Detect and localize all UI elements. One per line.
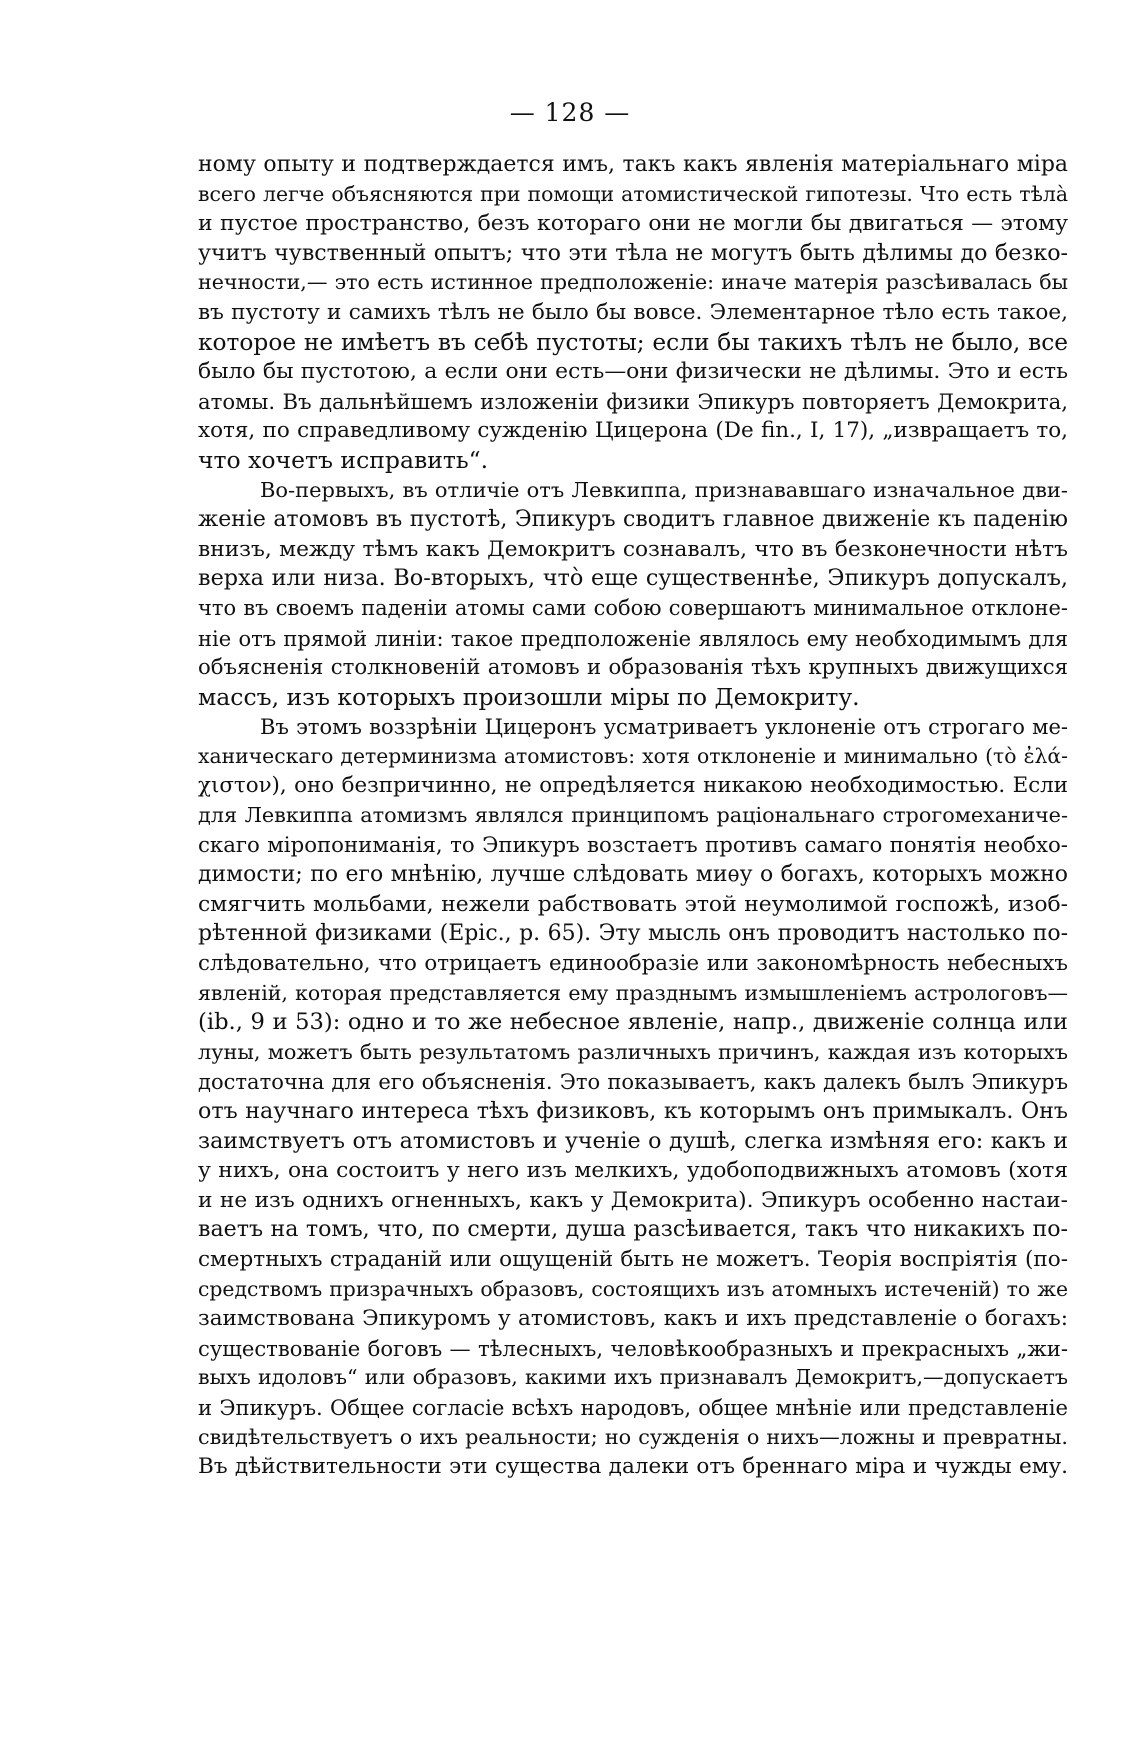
text-line: въ пустоту и самихъ тѣлъ не было бы вовсе. Элементарное тѣло есть такое,	[198, 299, 1068, 325]
text-line: верха или низа. Во-вторыхъ, что̀ еще существеннѣе, Эпикуръ допускалъ,	[198, 565, 1068, 592]
text-line: свидѣтельствуетъ о ихъ реальности; но сужденія о нихъ—ложны и превратны.	[198, 1424, 1068, 1449]
paragraph-start-line: Во-первыхъ, въ отличіе отъ Левкиппа, признававшаго изначальное дви-	[260, 477, 1068, 502]
text-line: скаго міропониманія, то Эпикуръ возстаетъ противъ самаго понятія необхо-	[198, 832, 1068, 858]
text-line: у нихъ, она состоитъ у него изъ мелкихъ, удобоподвижныхъ атомовъ (хотя	[198, 1158, 1068, 1184]
text-line: средствомъ призрачныхъ образовъ, состоящихъ изъ атомныхъ истеченій) то же	[198, 1276, 1068, 1301]
text-line: существованіе боговъ — тѣлесныхъ, человѣкообразныхъ и прекрасныхъ „жи-	[198, 1335, 1068, 1361]
text-line: было бы пустотою, а если они есть—они физически не дѣлимы. Это и есть	[198, 359, 1068, 385]
text-line: отъ научнаго интереса тѣхъ физиковъ, къ которымъ онъ примыкалъ. Онъ	[198, 1098, 1068, 1124]
text-line: заимствуетъ отъ атомистовъ и ученіе о душѣ, слегка измѣняя его: какъ и	[198, 1127, 1068, 1154]
text-line: смягчить мольбами, нежели рабствовать этой неумолимой госпожѣ, изоб-	[198, 891, 1068, 917]
text-line: χιστον), оно безпричинно, не опредѣляется никакою необходимостью. Если	[198, 773, 1068, 799]
text-line: женіе атомовъ въ пустотѣ, Эпикуръ сводитъ главное движеніе къ паденію	[198, 507, 1068, 533]
text-line: достаточна для его объясненія. Это показываетъ, какъ далекъ былъ Эпикуръ	[198, 1069, 1068, 1095]
text-line: заимствована Эпикуромъ у атомистовъ, какъ и ихъ представленіе о богахъ:	[198, 1306, 1068, 1332]
text-line: слѣдовательно, что отрицаетъ единообразіе или закономѣрность небесныхъ	[198, 951, 1068, 977]
text-line: Въ дѣйствительности эти существа далеки отъ бреннаго міра и чужды ему.	[198, 1454, 1068, 1480]
text-line: выхъ идоловъ“ или образовъ, какими ихъ признавалъ Демокритъ,—допускаетъ	[198, 1365, 1068, 1390]
text-line: смертныхъ страданій или ощущеній быть не можетъ. Теорія воспріятія (по-	[198, 1246, 1068, 1272]
text-line: внизъ, между тѣмъ какъ Демокритъ сознавалъ, что въ безконечности нѣтъ	[198, 536, 1068, 562]
text-line: атомы. Въ дальнѣйшемъ изложеніи физики Эпикуръ повторяетъ Демокрита,	[198, 388, 1068, 414]
text-line: рѣтенной физиками (Epic., p. 65). Эту мысль онъ проводитъ настолько по-	[198, 921, 1068, 947]
text-line: для Левкиппа атомизмъ являлся принципомъ раціональнаго строгомеханиче-	[198, 803, 1068, 828]
body-text	[198, 150, 1068, 1482]
text-line: димости; по его мнѣнію, лучше слѣдовать миѳу о богахъ, которыхъ можно	[198, 862, 1068, 888]
text-line: луны, можетъ быть результатомъ различныхъ причинъ, каждая изъ которыхъ	[198, 1039, 1068, 1064]
text-line: ніе отъ прямой линіи: такое предположеніе являлось ему необходимымъ для	[198, 625, 1068, 651]
text-line: массъ, изъ которыхъ произошли міры по Демокриту.	[198, 682, 860, 711]
paragraph-start-line: Въ этомъ воззрѣніи Цицеронъ усматриваетъ уклоненіе отъ строгаго ме-	[260, 714, 1068, 740]
text-line: и пустое пространство, безъ котораго они не могли бы двигаться — этому	[198, 211, 1068, 237]
page-number: — 128 —	[509, 98, 631, 127]
text-line: и Эпикуръ. Общее согласіе всѣхъ народовъ, общее мнѣніе или представленіе	[198, 1394, 1068, 1420]
text-line: хотя, по справедливому сужденію Цицерона (De fin., I, 17), „извращаетъ то,	[198, 418, 1068, 444]
text-line: которое не имѣетъ въ себѣ пустоты; если бы такихъ тѣлъ не было, все	[198, 328, 1068, 356]
text-line: ханическаго детерминизма атомистовъ: хотя отклоненіе и минимально (τὸ ἐλά-	[198, 743, 1068, 768]
text-line: учитъ чувственный опытъ; что эти тѣла не могутъ быть дѣлимы до безко-	[198, 239, 1068, 266]
text-line: (ib., 9 и 53): одно и то же небесное явленіе, напр., движеніе солнца или	[198, 1009, 1068, 1036]
text-line: и не изъ однихъ огненныхъ, какъ у Демокрита). Эпикуръ особенно настаи-	[198, 1187, 1068, 1213]
text-line: ному опыту и подтверждается имъ, такъ какъ явленія матеріальнаго міра	[198, 152, 1068, 177]
text-line: нечности,— это есть истинное предположеніе: иначе матерія разсѣивалась бы	[198, 270, 1068, 295]
text-line: что въ своемъ паденіи атомы сами собою совершаютъ минимальное отклоне-	[198, 595, 1068, 620]
text-line: ваетъ на томъ, что, по смерти, душа разсѣивается, такъ что никакихъ по-	[198, 1216, 1068, 1243]
text-line: всего легче объясняются при помощи атомистической гипотезы. Что есть тѣла̀	[198, 181, 1068, 206]
text-line: что хочетъ исправить“.	[198, 445, 489, 474]
text-line: явленій, которая представляется ему празднымъ измышленіемъ астрологовъ—	[198, 980, 1068, 1005]
text-line: объясненія столкновеній атомовъ и образованія тѣхъ крупныхъ движущихся	[198, 655, 1068, 681]
